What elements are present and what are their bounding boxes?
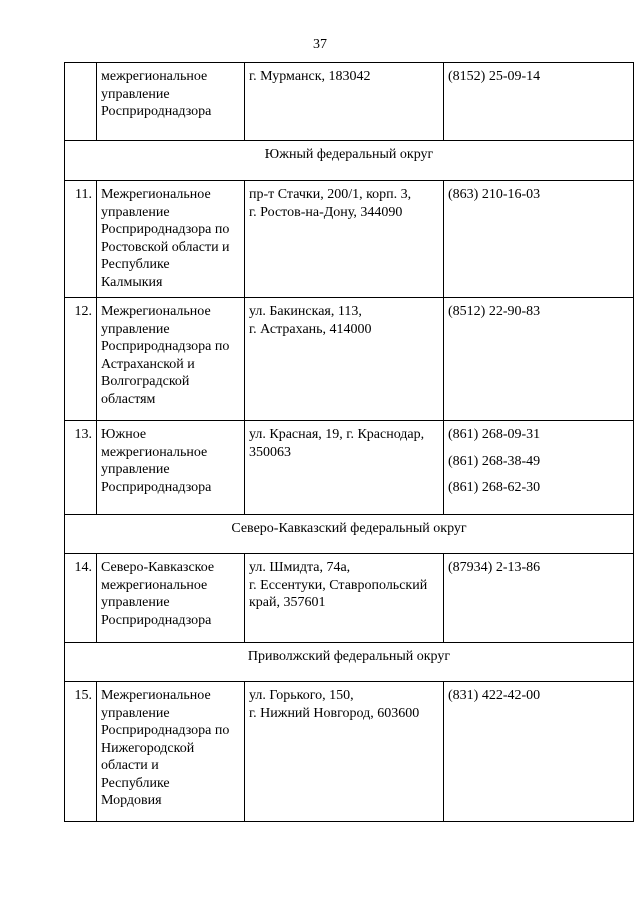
row-number	[65, 63, 97, 141]
text-line: областям	[101, 391, 156, 407]
text-line: Росприроднадзора по	[101, 723, 230, 738]
district-heading: Приволжский федеральный округ	[65, 643, 634, 682]
text-line: Южное	[101, 427, 147, 442]
text-line: управление	[101, 705, 170, 721]
text-line: Нижегородской	[101, 740, 195, 756]
row-number: 13.	[65, 421, 97, 515]
text-line: Мордовия	[101, 793, 162, 808]
table-row	[65, 63, 634, 141]
text-line: г. Ростов-на-Дону, 344090	[249, 204, 403, 220]
text-line: управление	[101, 204, 170, 220]
address	[245, 298, 444, 421]
row-number: 15.	[65, 682, 97, 822]
organization-name	[97, 63, 245, 141]
text-line: Росприроднадзора	[101, 479, 212, 495]
text-line: Росприроднадзора по	[101, 222, 230, 237]
text-line: управление	[101, 321, 170, 337]
text-line: Волгоградской	[101, 374, 190, 389]
text-line: (8512) 22-90-83	[448, 304, 541, 319]
text-line: ул. Красная, 19, г. Краснодар,	[249, 427, 425, 442]
text-line: Ростовской области и	[101, 239, 230, 255]
address	[245, 554, 444, 643]
table-row	[65, 682, 634, 822]
text-line: межрегиональное	[101, 444, 208, 460]
text-line: управление	[101, 595, 170, 610]
table-row	[65, 181, 634, 298]
address	[245, 682, 444, 822]
row-number: 11.	[65, 181, 97, 298]
text-line: Росприроднадзора по	[101, 339, 230, 354]
text-line: управление	[101, 462, 170, 477]
phone	[444, 554, 634, 643]
organization-name	[97, 682, 245, 822]
district-heading: Северо-Кавказский федеральный округ	[65, 515, 634, 554]
text-line: г. Ессентуки, Ставропольский	[249, 577, 428, 593]
phone	[444, 298, 634, 421]
address	[245, 181, 444, 298]
text-line: Республике	[101, 257, 170, 272]
text-line: межрегиональное	[101, 69, 208, 84]
text-line: Калмыкия	[101, 274, 163, 290]
office-table	[64, 62, 634, 822]
text-line: ул. Шмидта, 74а,	[249, 560, 351, 575]
phone	[444, 181, 634, 298]
address	[245, 63, 444, 141]
text-line: ул. Горького, 150,	[249, 688, 354, 703]
text-line: край, 357601	[249, 595, 326, 610]
text-line: (861) 268-38-49	[448, 453, 541, 469]
page-number: 37	[313, 37, 327, 52]
text-line: Межрегиональное	[101, 304, 211, 319]
section-row	[65, 141, 634, 181]
section-row	[65, 643, 634, 682]
table-row	[65, 554, 634, 643]
text-line: области и	[101, 758, 159, 773]
text-line: (861) 268-62-30	[448, 480, 541, 495]
text-line: Межрегиональное	[101, 187, 211, 202]
text-line: Росприроднадзора	[101, 612, 212, 628]
organization-name	[97, 554, 245, 643]
row-number: 14.	[65, 554, 97, 643]
organization-name	[97, 181, 245, 298]
text-line: г. Нижний Новгород, 603600	[249, 705, 420, 721]
row-number: 12.	[65, 298, 97, 421]
text-line: (8152) 25-09-14	[448, 69, 541, 84]
text-line: 350063	[249, 444, 291, 460]
text-line: Республике	[101, 775, 170, 791]
text-line: (861) 268-09-31	[448, 427, 541, 442]
address	[245, 421, 444, 515]
text-line: Северо-Кавказское	[101, 560, 215, 575]
phone	[444, 421, 634, 515]
text-line: (831) 422-42-00	[448, 688, 541, 703]
district-heading: Южный федеральный округ	[65, 141, 634, 181]
text-line: Астраханской и	[101, 356, 195, 372]
section-row	[65, 515, 634, 554]
text-line: ул. Бакинская, 113,	[249, 304, 362, 319]
organization-name	[97, 298, 245, 421]
phone	[444, 63, 634, 141]
table-row	[65, 421, 634, 515]
text-line: г. Мурманск, 183042	[249, 69, 371, 84]
table-row	[65, 298, 634, 421]
text-line: Межрегиональное	[101, 688, 211, 703]
text-line: (87934) 2-13-86	[448, 560, 541, 575]
text-line: (863) 210-16-03	[448, 187, 541, 202]
organization-name	[97, 421, 245, 515]
text-line: Росприроднадзора	[101, 104, 212, 119]
text-line: пр-т Стачки, 200/1, корп. 3,	[249, 187, 412, 202]
text-line: управление	[101, 86, 170, 102]
phone	[444, 682, 634, 822]
text-line: г. Астрахань, 414000	[249, 321, 372, 337]
text-line: межрегиональное	[101, 577, 208, 593]
